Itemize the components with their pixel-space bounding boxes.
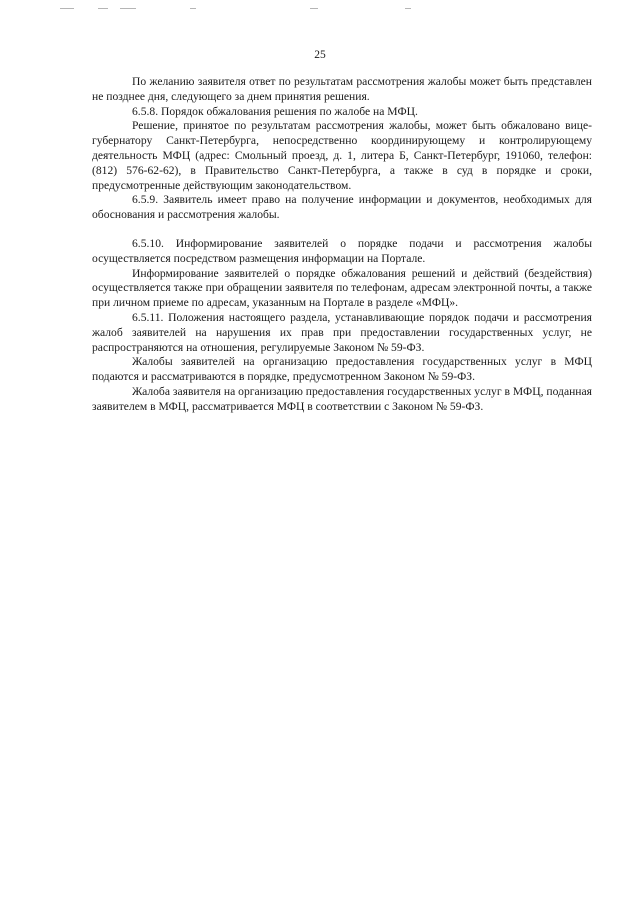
paragraph-6-5-11: 6.5.11. Положения настоящего раздела, устанавливающие порядок подачи и рассмотрения жалоб заявителей на нарушения их прав при предоставлении государственных услуг, не распространяются на отношения, регулируемые Законом № 59-ФЗ. — [92, 310, 592, 354]
paragraph-response-timing: По желанию заявителя ответ по результатам рассмотрения жалобы может быть представлен не позднее дня, следующего за днем принятия решения. — [92, 75, 592, 103]
paragraph-6-5-10: 6.5.10. Информирование заявителей о порядке подачи и рассмотрения жалобы осуществляется посредством размещения информации на Портале. — [92, 236, 592, 265]
paragraph-complaints-procedure: Жалобы заявителей на организацию предоставления государственных услуг в МФЦ подаются и рассматриваются в порядке, предусмотренном Законом № 59-ФЗ. — [92, 355, 592, 384]
document-body — [92, 75, 592, 415]
paragraph-appeal-decision: Решение, принятое по результатам рассмотрения жалобы, может быть обжаловано вице-губернатору Санкт-Петербурга, непосредственно координирующему и контролирующему деятельность МФЦ (адрес: Смольный проезд, д. 1, литера Б, Санкт-Петербург, 191060, телефон: (812) 576-62-62), в Правительство Санкт-Петербурга, а также в суд в порядке и сроки, предусмотренные действующим законодательством. — [92, 119, 592, 192]
paragraph-complaint-review: Жалоба заявителя на организацию предоставления государственных услуг в МФЦ, поданная заявителем в МФЦ, рассматривается МФЦ в соответствии с Законом № 59-ФЗ. — [92, 384, 592, 413]
paragraph-6-5-9: 6.5.9. Заявитель имеет право на получение информации и документов, необходимых для обоснования и рассмотрения жалобы. — [92, 193, 592, 222]
paragraph-informing-applicants: Информирование заявителей о порядке обжалования решений и действий (бездействия) осуществляется также при обращении заявителя по телефонам, адресам электронной почты, а также при личном приеме по адресам, указанным на Портале в разделе «МФЦ». — [92, 266, 592, 310]
page-number: 25 — [314, 49, 326, 61]
paragraph-6-5-8-heading: 6.5.8. Порядок обжалования решения по жалобе на МФЦ. — [132, 104, 418, 118]
scan-artifact-marks — [60, 8, 420, 12]
